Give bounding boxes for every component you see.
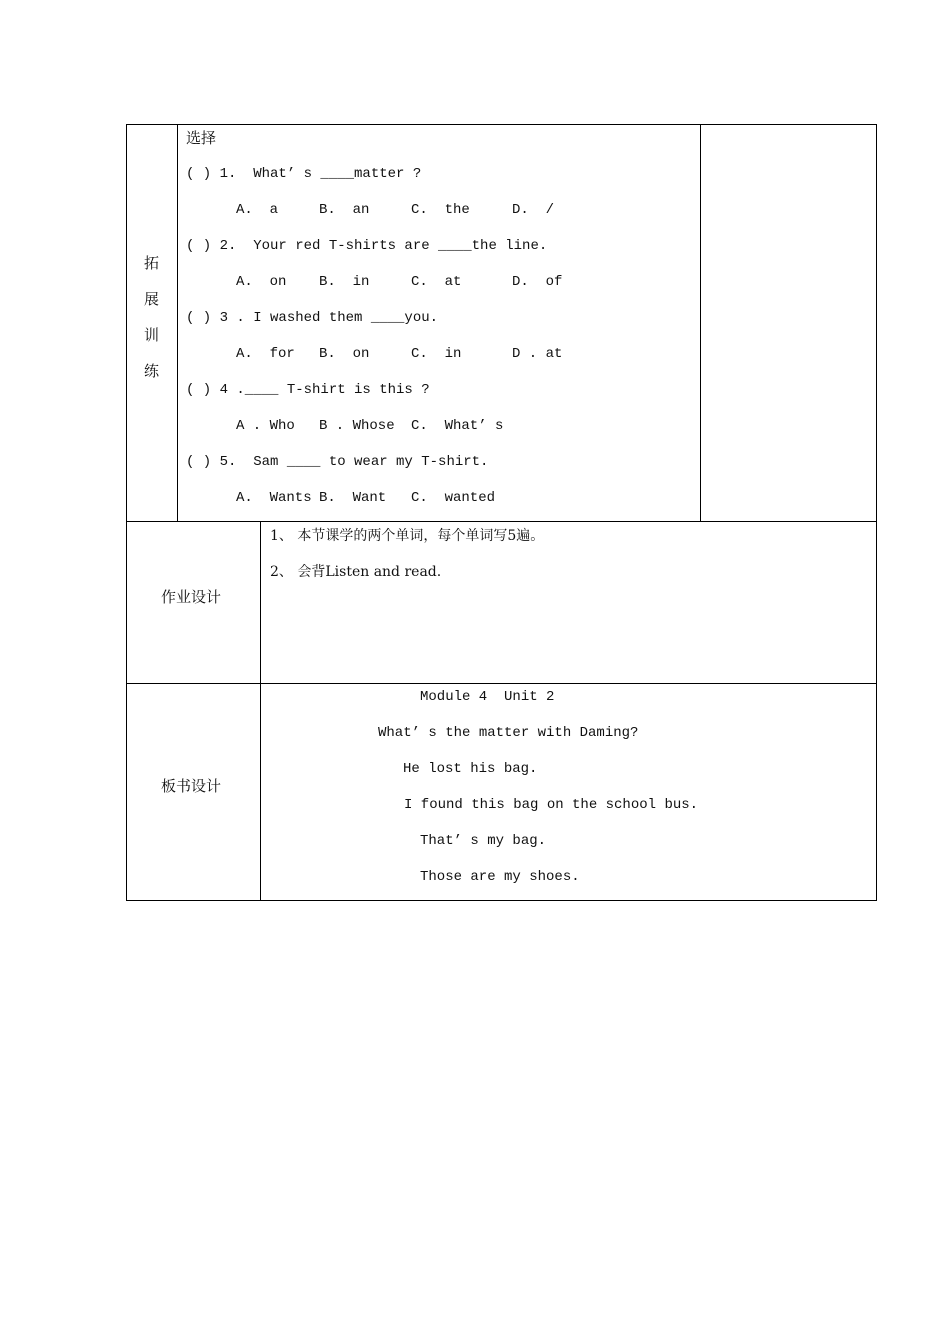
question-2-option-c: C. at	[411, 274, 462, 290]
question-5-option-c: C. wanted	[411, 490, 496, 506]
board-line-5: That’ s my bag.	[420, 833, 547, 849]
board-line-6: Those are my shoes.	[420, 869, 580, 885]
table-border-top	[126, 124, 877, 125]
question-3-option-d: D . at	[512, 346, 563, 362]
board-label: 板书设计	[161, 777, 222, 795]
table-border-right	[876, 124, 877, 901]
question-5-option-a: A. Wants	[236, 490, 312, 506]
question-4-option-a: A . Who	[236, 418, 295, 434]
board-line-3: He lost his bag.	[403, 761, 538, 777]
homework-item-2: 2、 会背Listen and read.	[270, 564, 442, 580]
question-3-option-b: B. on	[319, 346, 370, 362]
question-3-option-c: C. in	[411, 346, 462, 362]
question-2-option-b: B. in	[319, 274, 370, 290]
expansion-label-char: 拓	[144, 254, 160, 272]
question-1-option-d: D. /	[512, 202, 555, 218]
col-divider-lower	[260, 521, 261, 901]
question-2-option-a: A. on	[236, 274, 287, 290]
homework-label: 作业设计	[161, 588, 222, 606]
question-2-stem: ( ) 2. Your red T-shirts are ____the line.	[186, 238, 548, 254]
board-line-4: I found this bag on the school bus.	[404, 797, 699, 813]
board-line-1: Module 4 Unit 2	[420, 689, 555, 705]
question-1-option-b: B. an	[319, 202, 370, 218]
question-1-option-c: C. the	[411, 202, 470, 218]
row-divider-1	[126, 521, 877, 522]
expansion-label-char: 练	[144, 362, 160, 380]
expansion-label-char: 展	[144, 290, 160, 308]
row-divider-2	[126, 683, 877, 684]
question-5-option-b: B. Want	[319, 490, 387, 506]
question-1-stem: ( ) 1. What’ s ____matter ?	[186, 166, 422, 182]
question-1-option-a: A. a	[236, 202, 279, 218]
table-border-left	[126, 124, 127, 901]
question-2-option-d: D. of	[512, 274, 563, 290]
question-3-option-a: A. for	[236, 346, 295, 362]
table-border-bottom	[126, 900, 877, 901]
expansion-label-char: 训	[144, 326, 160, 344]
homework-item-1: 1、 本节课学的两个单词，每个单词写5遍。	[270, 528, 545, 544]
question-3-stem: ( ) 3 . I washed them ____you.	[186, 310, 439, 326]
exercise-heading: 选择	[186, 129, 217, 147]
question-5-stem: ( ) 5. Sam ____ to wear my T-shirt.	[186, 454, 489, 470]
board-line-2: What’ s the matter with Daming?	[378, 725, 639, 741]
col-divider-label	[177, 124, 178, 522]
question-4-option-c: C. What’ s	[411, 418, 504, 434]
col-divider-notes	[700, 124, 701, 522]
question-4-stem: ( ) 4 .____ T-shirt is this ?	[186, 382, 430, 398]
question-4-option-b: B . Whose	[319, 418, 395, 434]
